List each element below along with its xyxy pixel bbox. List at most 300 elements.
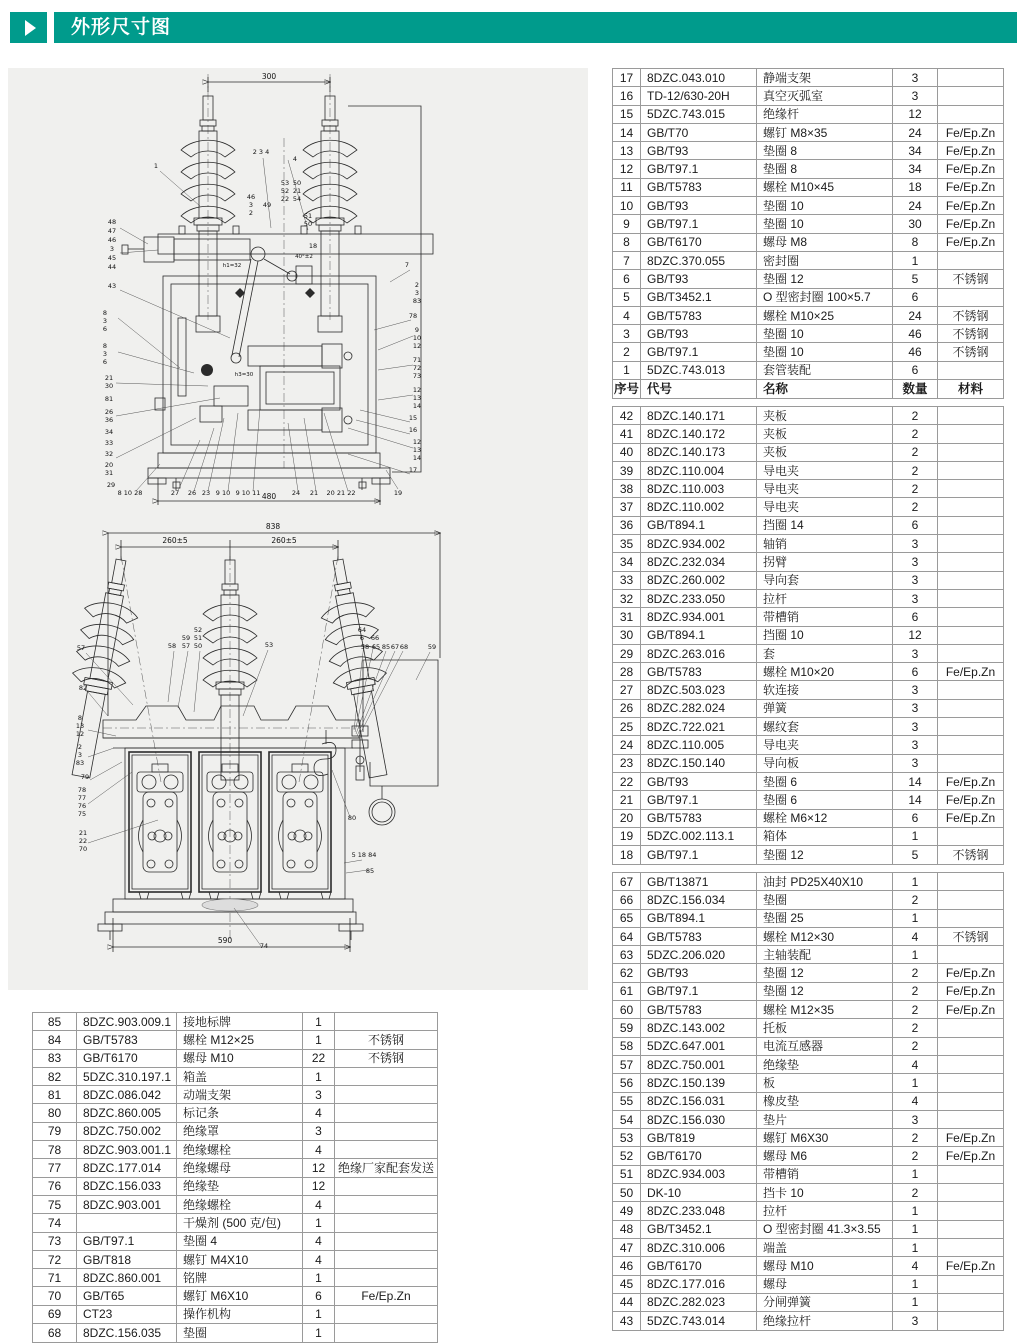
table-cell: Fe/Ep.Zn bbox=[335, 1287, 437, 1305]
table-cell bbox=[938, 1093, 1003, 1111]
table-cell: 绝缘螺栓 bbox=[177, 1196, 303, 1214]
table-cell: 38 bbox=[613, 480, 641, 498]
part-callout: 83 bbox=[412, 297, 422, 305]
table-cell bbox=[938, 1166, 1003, 1184]
table-cell: 73 bbox=[33, 1233, 77, 1251]
part-callout: 20 bbox=[104, 461, 114, 469]
table-cell bbox=[335, 1306, 437, 1324]
part-callout: 24 bbox=[291, 489, 301, 497]
table-cell: 橡皮垫 bbox=[757, 1093, 893, 1111]
table-cell: 15 bbox=[613, 106, 641, 124]
table-cell: 12 bbox=[893, 106, 938, 124]
table-cell bbox=[335, 1324, 437, 1342]
table-row bbox=[613, 124, 1003, 142]
part-callout: 22 bbox=[280, 195, 290, 203]
table-cell: 60 bbox=[613, 1001, 641, 1019]
table-cell: 托板 bbox=[757, 1019, 893, 1037]
part-callout: 3 bbox=[102, 350, 108, 358]
part-callout: 21 bbox=[78, 829, 88, 837]
table-row bbox=[613, 160, 1003, 178]
table-cell: 2 bbox=[893, 444, 938, 462]
table-cell: 2 bbox=[893, 1147, 938, 1165]
table-cell: GB/T93 bbox=[641, 270, 757, 288]
table-cell: 5DZC.743.014 bbox=[641, 1312, 757, 1330]
table-cell: 33 bbox=[613, 572, 641, 590]
part-callout: 46 bbox=[107, 236, 117, 244]
table-row bbox=[613, 1221, 1003, 1239]
table-cell: GB/T93 bbox=[641, 773, 757, 791]
part-callout: 51 bbox=[193, 634, 203, 642]
table-cell: 螺钉 M6X30 bbox=[757, 1129, 893, 1147]
table-cell: 8DZC.156.035 bbox=[77, 1324, 177, 1342]
table-cell bbox=[938, 69, 1003, 87]
table-cell: 1 bbox=[893, 1294, 938, 1312]
outline-drawing-panel bbox=[8, 68, 588, 990]
table-cell: GB/T93 bbox=[641, 325, 757, 343]
table-row bbox=[33, 1306, 437, 1324]
table-row bbox=[613, 608, 1003, 626]
table-row bbox=[613, 1312, 1003, 1330]
table-cell: 绝缘拉杆 bbox=[757, 1312, 893, 1330]
table-cell: 8DZC.156.030 bbox=[641, 1111, 757, 1129]
table-cell: 螺母 M10 bbox=[177, 1050, 303, 1068]
table-cell: 14 bbox=[893, 791, 938, 809]
table-cell: 密封圈 bbox=[757, 252, 893, 270]
table-header-row bbox=[613, 380, 1003, 398]
part-callout: 13 bbox=[75, 722, 85, 730]
leader-line bbox=[88, 730, 116, 736]
table-cell: 36 bbox=[613, 517, 641, 535]
part-callout: 81 bbox=[104, 395, 114, 403]
table-cell: Fe/Ep.Zn bbox=[938, 964, 1003, 982]
table-cell: 47 bbox=[613, 1239, 641, 1257]
table-cell: 12 bbox=[613, 160, 641, 178]
table-cell: 绝缘螺栓 bbox=[177, 1141, 303, 1159]
table-cell: 套管装配 bbox=[757, 362, 893, 380]
table-row bbox=[33, 1050, 437, 1068]
part-callout: 18 bbox=[308, 242, 318, 250]
table-cell: Fe/Ep.Zn bbox=[938, 663, 1003, 681]
leader-line bbox=[168, 651, 174, 702]
table-row bbox=[613, 234, 1003, 252]
parts-table-right-middle bbox=[612, 406, 1004, 865]
table-cell: 27 bbox=[613, 681, 641, 699]
table-cell bbox=[938, 1074, 1003, 1092]
table-cell: GB/T97.1 bbox=[641, 215, 757, 233]
table-cell bbox=[335, 1251, 437, 1269]
table-cell bbox=[938, 1111, 1003, 1129]
table-cell: 34 bbox=[893, 142, 938, 160]
table-cell: 6 bbox=[893, 663, 938, 681]
table-cell: 10 bbox=[613, 197, 641, 215]
table-cell: 80 bbox=[33, 1104, 77, 1122]
table-row bbox=[33, 1196, 437, 1214]
table-row bbox=[613, 1093, 1003, 1111]
table-cell: 62 bbox=[613, 964, 641, 982]
table-cell: Fe/Ep.Zn bbox=[938, 1147, 1003, 1165]
table-row bbox=[613, 69, 1003, 87]
table-cell: 74 bbox=[33, 1214, 77, 1232]
part-callout: 26 bbox=[104, 408, 114, 416]
table-cell: 51 bbox=[613, 1166, 641, 1184]
table-cell: 4 bbox=[893, 1056, 938, 1074]
dimension-label: 260±5 bbox=[271, 536, 297, 545]
table-row bbox=[613, 517, 1003, 535]
table-cell: 6 bbox=[893, 608, 938, 626]
part-callout: 59 bbox=[181, 634, 191, 642]
table-cell: 3 bbox=[893, 553, 938, 571]
part-callout: 8 bbox=[77, 714, 83, 722]
table-row bbox=[613, 1257, 1003, 1275]
table-cell bbox=[938, 736, 1003, 754]
part-callout: 48 bbox=[107, 218, 117, 226]
table-cell: 4 bbox=[893, 1093, 938, 1111]
table-cell: 不锈钢 bbox=[938, 325, 1003, 343]
part-callout: 73 bbox=[412, 372, 422, 380]
part-callout: 16 bbox=[408, 426, 418, 434]
table-row bbox=[613, 1239, 1003, 1257]
leader-line bbox=[243, 650, 268, 716]
table-row bbox=[33, 1324, 437, 1342]
table-cell: 1 bbox=[893, 1166, 938, 1184]
part-callout: 52 bbox=[280, 187, 290, 195]
table-row bbox=[613, 197, 1003, 215]
table-cell: 4 bbox=[613, 307, 641, 325]
table-cell: 2 bbox=[893, 1129, 938, 1147]
table-cell: Fe/Ep.Zn bbox=[938, 160, 1003, 178]
part-callout: 27 bbox=[170, 489, 180, 497]
table-cell: 不锈钢 bbox=[938, 307, 1003, 325]
leader-line bbox=[416, 652, 430, 680]
table-cell: 8DZC.282.023 bbox=[641, 1294, 757, 1312]
table-cell: 8DZC.150.140 bbox=[641, 755, 757, 773]
table-cell: 56 bbox=[613, 1074, 641, 1092]
part-callout: 13 bbox=[412, 446, 422, 454]
table-cell: 干燥剂 (500 克/包) bbox=[177, 1214, 303, 1232]
table-cell: 6 bbox=[893, 362, 938, 380]
table-row bbox=[613, 755, 1003, 773]
part-callout: 66 bbox=[370, 634, 380, 642]
table-cell: 1 bbox=[303, 1269, 335, 1287]
table-cell: 螺栓 M10×20 bbox=[757, 663, 893, 681]
table-cell: 2 bbox=[893, 425, 938, 443]
table-cell: 2 bbox=[893, 891, 938, 909]
part-callout: 14 bbox=[412, 454, 422, 462]
part-callout: h3=30 bbox=[234, 372, 254, 378]
table-cell: 2 bbox=[893, 983, 938, 1001]
table-cell: 81 bbox=[33, 1086, 77, 1104]
dimension-label: 590 bbox=[217, 936, 233, 945]
table-cell: 5DZC.310.197.1 bbox=[77, 1068, 177, 1086]
table-cell: 12 bbox=[303, 1159, 335, 1177]
table-row bbox=[33, 1068, 437, 1086]
table-cell bbox=[938, 590, 1003, 608]
table-cell: 垫圈 bbox=[757, 891, 893, 909]
table-row bbox=[613, 407, 1003, 425]
table-row bbox=[613, 307, 1003, 325]
leader-line bbox=[288, 423, 298, 491]
table-cell bbox=[938, 910, 1003, 928]
table-cell: 2 bbox=[893, 498, 938, 516]
table-cell: 1 bbox=[303, 1031, 335, 1049]
table-cell: 17 bbox=[613, 69, 641, 87]
table-cell: 24 bbox=[893, 197, 938, 215]
leader-line bbox=[332, 770, 350, 817]
table-cell: 螺栓 M6×12 bbox=[757, 810, 893, 828]
part-callout: 6 bbox=[102, 325, 108, 333]
table-cell: 8DZC.903.001 bbox=[77, 1196, 177, 1214]
table-cell: 8DZC.750.002 bbox=[77, 1123, 177, 1141]
table-cell: GB/T97.1 bbox=[77, 1233, 177, 1251]
leader-line bbox=[120, 228, 148, 244]
table-cell: 4 bbox=[893, 1257, 938, 1275]
table-cell: 1 bbox=[893, 252, 938, 270]
table-cell bbox=[938, 87, 1003, 105]
table-cell: DK-10 bbox=[641, 1184, 757, 1202]
table-cell: 2 bbox=[893, 462, 938, 480]
table-cell: GB/T5783 bbox=[641, 307, 757, 325]
table-cell: 7 bbox=[613, 252, 641, 270]
table-cell: 4 bbox=[303, 1104, 335, 1122]
table-cell: 箱体 bbox=[757, 828, 893, 846]
parts-table-right-bottom bbox=[612, 872, 1004, 1331]
part-callout: 3 bbox=[248, 201, 254, 209]
table-cell: 绝缘杆 bbox=[757, 106, 893, 124]
table-cell: GB/T97.1 bbox=[641, 791, 757, 809]
part-callout: 33 bbox=[104, 439, 114, 447]
table-cell: GB/T97.1 bbox=[641, 343, 757, 361]
table-cell: 6 bbox=[893, 517, 938, 535]
part-callout: 53 bbox=[264, 641, 274, 649]
table-cell: 垫圈 25 bbox=[757, 910, 893, 928]
table-cell: GB/T93 bbox=[641, 197, 757, 215]
table-row bbox=[33, 1287, 437, 1305]
table-cell: 套 bbox=[757, 645, 893, 663]
table-cell bbox=[77, 1214, 177, 1232]
table-cell: 不锈钢 bbox=[938, 928, 1003, 946]
table-cell: 垫圈 12 bbox=[757, 846, 893, 864]
outline-drawing-side-view bbox=[8, 68, 588, 520]
table-cell: 37 bbox=[613, 498, 641, 516]
table-cell: GB/T3452.1 bbox=[641, 1221, 757, 1239]
table-cell: 螺纹套 bbox=[757, 718, 893, 736]
part-callout: 3 bbox=[414, 289, 420, 297]
leader-line bbox=[378, 365, 413, 370]
table-cell: GB/T97.1 bbox=[641, 160, 757, 178]
table-row bbox=[613, 1184, 1003, 1202]
table-cell: 5 bbox=[893, 270, 938, 288]
part-callout: 8 10 28 bbox=[117, 489, 143, 497]
table-cell bbox=[938, 700, 1003, 718]
part-callout: 7 bbox=[404, 261, 410, 269]
table-cell bbox=[335, 1178, 437, 1196]
table-cell bbox=[938, 535, 1003, 553]
table-cell: GB/T894.1 bbox=[641, 910, 757, 928]
table-cell: 2 bbox=[893, 1019, 938, 1037]
table-cell: 18 bbox=[613, 846, 641, 864]
table-cell: 12 bbox=[303, 1178, 335, 1196]
table-cell: 垫圈 bbox=[177, 1324, 303, 1342]
part-callout: 71 bbox=[412, 356, 422, 364]
table-cell: GB/T93 bbox=[641, 964, 757, 982]
table-cell: 8DZC.177.014 bbox=[77, 1159, 177, 1177]
table-cell: 不锈钢 bbox=[938, 343, 1003, 361]
part-callout: 15 bbox=[408, 414, 418, 422]
leader-line bbox=[178, 651, 188, 708]
table-cell: 8DZC.750.001 bbox=[641, 1056, 757, 1074]
table-cell: 34 bbox=[613, 553, 641, 571]
table-cell: 8DZC.110.004 bbox=[641, 462, 757, 480]
table-row bbox=[613, 736, 1003, 754]
table-cell: 16 bbox=[613, 87, 641, 105]
leader-line bbox=[324, 413, 348, 491]
table-cell: 5DZC.002.113.1 bbox=[641, 828, 757, 846]
table-cell: 3 bbox=[893, 1312, 938, 1330]
table-cell: 4 bbox=[303, 1196, 335, 1214]
table-cell: 5DZC.743.013 bbox=[641, 362, 757, 380]
table-cell: 主轴装配 bbox=[757, 946, 893, 964]
part-callout: 22 bbox=[78, 837, 88, 845]
table-cell bbox=[938, 873, 1003, 891]
table-cell: 1 bbox=[893, 1074, 938, 1092]
leader-line bbox=[304, 418, 316, 491]
part-callout: 53 bbox=[280, 179, 290, 187]
table-cell: 8DZC.143.002 bbox=[641, 1019, 757, 1037]
table-cell: GB/T97.1 bbox=[641, 983, 757, 1001]
table-cell: 8DZC.860.001 bbox=[77, 1269, 177, 1287]
table-row bbox=[613, 535, 1003, 553]
table-cell: 3 bbox=[893, 681, 938, 699]
part-callout: 31 bbox=[104, 469, 114, 477]
leader-line bbox=[228, 413, 238, 491]
table-cell: 8DZC.233.048 bbox=[641, 1202, 757, 1220]
table-cell: 4 bbox=[303, 1141, 335, 1159]
table-cell: GB/T93 bbox=[641, 142, 757, 160]
table-cell: 3 bbox=[893, 572, 938, 590]
table-row bbox=[33, 1104, 437, 1122]
leader-line bbox=[194, 428, 214, 491]
table-cell: 1 bbox=[893, 873, 938, 891]
table-cell: 29 bbox=[613, 645, 641, 663]
table-cell: 拉杆 bbox=[757, 1202, 893, 1220]
table-cell: 螺母 M8 bbox=[757, 234, 893, 252]
table-cell bbox=[938, 572, 1003, 590]
table-cell: 动端支架 bbox=[177, 1086, 303, 1104]
table-cell: Fe/Ep.Zn bbox=[938, 234, 1003, 252]
part-callout: 9 10 bbox=[215, 489, 231, 497]
table-row bbox=[613, 773, 1003, 791]
table-row bbox=[613, 1147, 1003, 1165]
table-cell: 5DZC.647.001 bbox=[641, 1038, 757, 1056]
table-cell: 46 bbox=[613, 1257, 641, 1275]
table-cell: 18 bbox=[893, 179, 938, 197]
table-cell bbox=[335, 1123, 437, 1141]
table-row bbox=[613, 498, 1003, 516]
table-cell: 30 bbox=[613, 627, 641, 645]
table-cell bbox=[938, 1056, 1003, 1074]
part-callout: 21 bbox=[292, 187, 302, 195]
table-cell: 8DZC.260.002 bbox=[641, 572, 757, 590]
leader-line bbox=[234, 908, 261, 946]
table-cell: 5 bbox=[613, 289, 641, 307]
part-callout: 58 bbox=[360, 643, 370, 651]
table-cell bbox=[938, 1184, 1003, 1202]
table-cell: 83 bbox=[33, 1050, 77, 1068]
table-cell: 1 bbox=[893, 828, 938, 846]
part-callout: 2 bbox=[414, 281, 420, 289]
table-cell: 螺钉 M4X10 bbox=[177, 1251, 303, 1269]
table-cell: GB/T5783 bbox=[641, 1001, 757, 1019]
table-row bbox=[613, 946, 1003, 964]
table-cell: 螺母 M10 bbox=[757, 1257, 893, 1275]
table-cell: 34 bbox=[893, 160, 938, 178]
page-title: 外形尺寸图 bbox=[54, 12, 1017, 43]
table-cell: 21 bbox=[613, 791, 641, 809]
table-cell: Fe/Ep.Zn bbox=[938, 142, 1003, 160]
part-callout: 10 bbox=[412, 334, 422, 342]
part-callout: 2 3 4 bbox=[252, 148, 270, 156]
table-row bbox=[613, 1056, 1003, 1074]
table-cell: 76 bbox=[33, 1178, 77, 1196]
table-cell bbox=[938, 553, 1003, 571]
table-cell bbox=[335, 1104, 437, 1122]
table-cell: 8DZC.903.009.1 bbox=[77, 1013, 177, 1031]
part-callout: 2 bbox=[77, 743, 83, 751]
table-cell: 53 bbox=[613, 1129, 641, 1147]
table-cell: 拐臂 bbox=[757, 553, 893, 571]
table-cell: 69 bbox=[33, 1306, 77, 1324]
table-row bbox=[613, 1294, 1003, 1312]
leader-line bbox=[390, 270, 410, 282]
table-cell: Fe/Ep.Zn bbox=[938, 1001, 1003, 1019]
part-callout: 45 bbox=[107, 254, 117, 262]
table-cell bbox=[938, 407, 1003, 425]
triangle-icon bbox=[25, 20, 36, 36]
table-row bbox=[613, 343, 1003, 361]
table-cell: 静端支架 bbox=[757, 69, 893, 87]
table-cell: 1 bbox=[893, 1276, 938, 1294]
table-cell: 2 bbox=[893, 1001, 938, 1019]
table-cell: 8DZC.903.001.1 bbox=[77, 1141, 177, 1159]
table-cell: 拉杆 bbox=[757, 590, 893, 608]
leader-line bbox=[358, 651, 403, 738]
dimension-label: 480 bbox=[261, 492, 277, 501]
leader-line bbox=[116, 418, 196, 458]
part-callout: 21 bbox=[309, 489, 319, 497]
table-cell: 带槽销 bbox=[757, 608, 893, 626]
table-cell: 42 bbox=[613, 407, 641, 425]
table-cell: 75 bbox=[33, 1196, 77, 1214]
table-cell: 接地标牌 bbox=[177, 1013, 303, 1031]
table-cell: 3 bbox=[303, 1086, 335, 1104]
part-callout: 46 bbox=[246, 193, 256, 201]
header-cell: 序号 bbox=[613, 380, 641, 398]
table-cell: 8 bbox=[613, 234, 641, 252]
table-cell bbox=[938, 1019, 1003, 1037]
table-row bbox=[33, 1141, 437, 1159]
table-cell: 8DZC.140.173 bbox=[641, 444, 757, 462]
table-cell: 20 bbox=[613, 810, 641, 828]
table-cell: 4 bbox=[303, 1233, 335, 1251]
table-cell: 垫圈 10 bbox=[757, 215, 893, 233]
table-cell: GB/T6170 bbox=[641, 234, 757, 252]
table-row bbox=[613, 810, 1003, 828]
table-cell: 1 bbox=[303, 1214, 335, 1232]
table-cell: Fe/Ep.Zn bbox=[938, 791, 1003, 809]
part-callout: 85 bbox=[365, 867, 375, 875]
table-cell: 夹板 bbox=[757, 425, 893, 443]
table-cell: 8DZC.722.021 bbox=[641, 718, 757, 736]
